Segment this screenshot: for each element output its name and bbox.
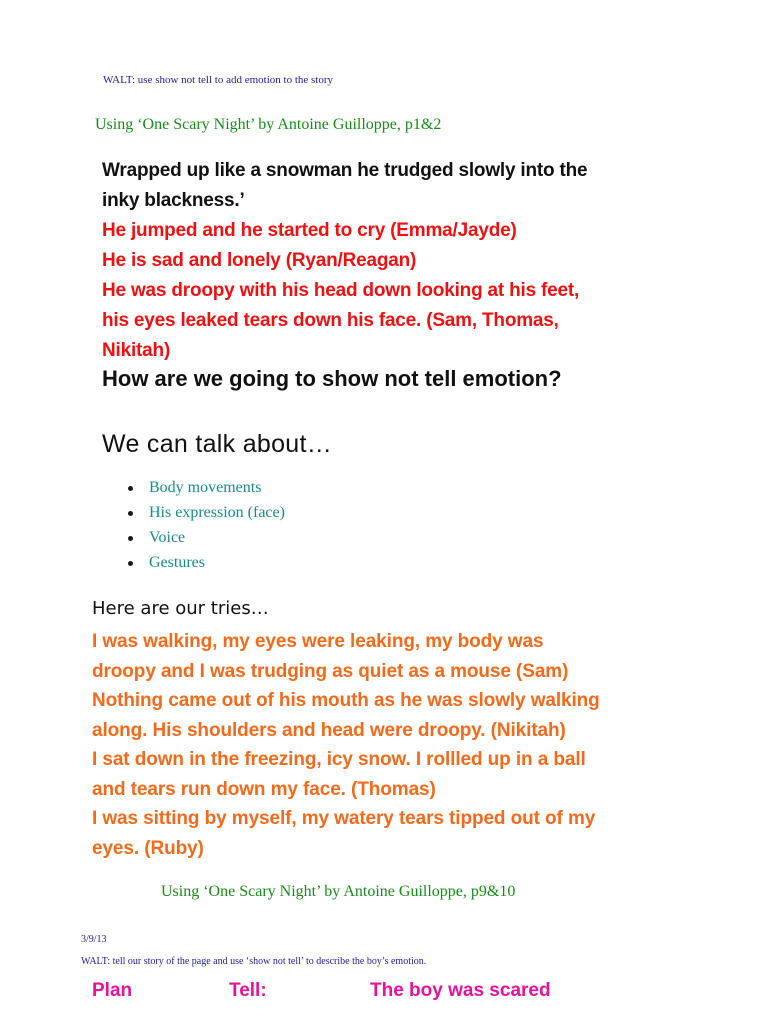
try-line: along. His shoulders and head were droopy. (Nikitah) [92, 719, 566, 741]
student-response-line: his eyes leaked tears down his face. (Sam, Thomas, [102, 310, 559, 331]
student-response-line: He is sad and lonely (Ryan/Reagan) [102, 250, 417, 271]
student-tries-block [92, 627, 732, 863]
student-response-line: He was droopy with his head down looking at his feet, [102, 280, 580, 301]
tell-statement: The boy was scared [370, 980, 551, 1001]
quote-line: inky blackness.’ [102, 190, 245, 211]
student-response-line: He jumped and he started to cry (Emma/Jayde) [102, 220, 517, 241]
lesson-date: 3/9/13 [81, 934, 107, 945]
walt-objective-bottom: WALT: tell our story of the page and use ‘show not tell’ to describe the boy’s emotion. [81, 956, 427, 967]
talk-points-list [128, 478, 285, 578]
list-item: Voice [128, 528, 285, 553]
tries-heading: Here are our tries… [92, 598, 269, 619]
bullet-icon [128, 486, 133, 491]
tell-label: Tell: [229, 980, 267, 1001]
list-item: Body movements [128, 478, 285, 503]
try-line: Nothing came out of his mouth as he was slowly walking [92, 690, 600, 711]
walt-objective-top: WALT: use show not tell to add emotion to the story [103, 74, 334, 86]
book-reference-top: Using ‘One Scary Night’ by Antoine Guilloppe, p1&2 [95, 116, 442, 133]
story-quote-block [102, 156, 722, 366]
book-reference-bottom: Using ‘One Scary Night’ by Antoine Guilloppe, p9&10 [161, 883, 516, 900]
try-line: droopy and I was trudging as quiet as a mouse (Sam) [92, 660, 569, 682]
bullet-icon [128, 536, 133, 541]
list-item: His expression (face) [128, 503, 285, 528]
try-line: I sat down in the freezing, icy snow. I rollled up in a ball [92, 749, 586, 770]
list-item: Gestures [128, 553, 285, 578]
guiding-question: How are we going to show not tell emotion? [102, 366, 562, 391]
talk-about-heading: We can talk about… [102, 430, 333, 458]
try-line: eyes. (Ruby) [92, 837, 204, 859]
try-line: I was walking, my eyes were leaking, my body was [92, 631, 544, 652]
try-line: and tears run down my face. (Thomas) [92, 778, 436, 800]
bullet-icon [128, 511, 133, 516]
quote-line: Wrapped up like a snowman he trudged slowly into the [102, 160, 588, 181]
try-line: I was sitting by myself, my watery tears tipped out of my [92, 808, 596, 829]
bullet-icon [128, 561, 133, 566]
student-response-line: Nikitah) [102, 340, 171, 361]
plan-label: Plan [92, 980, 133, 1001]
